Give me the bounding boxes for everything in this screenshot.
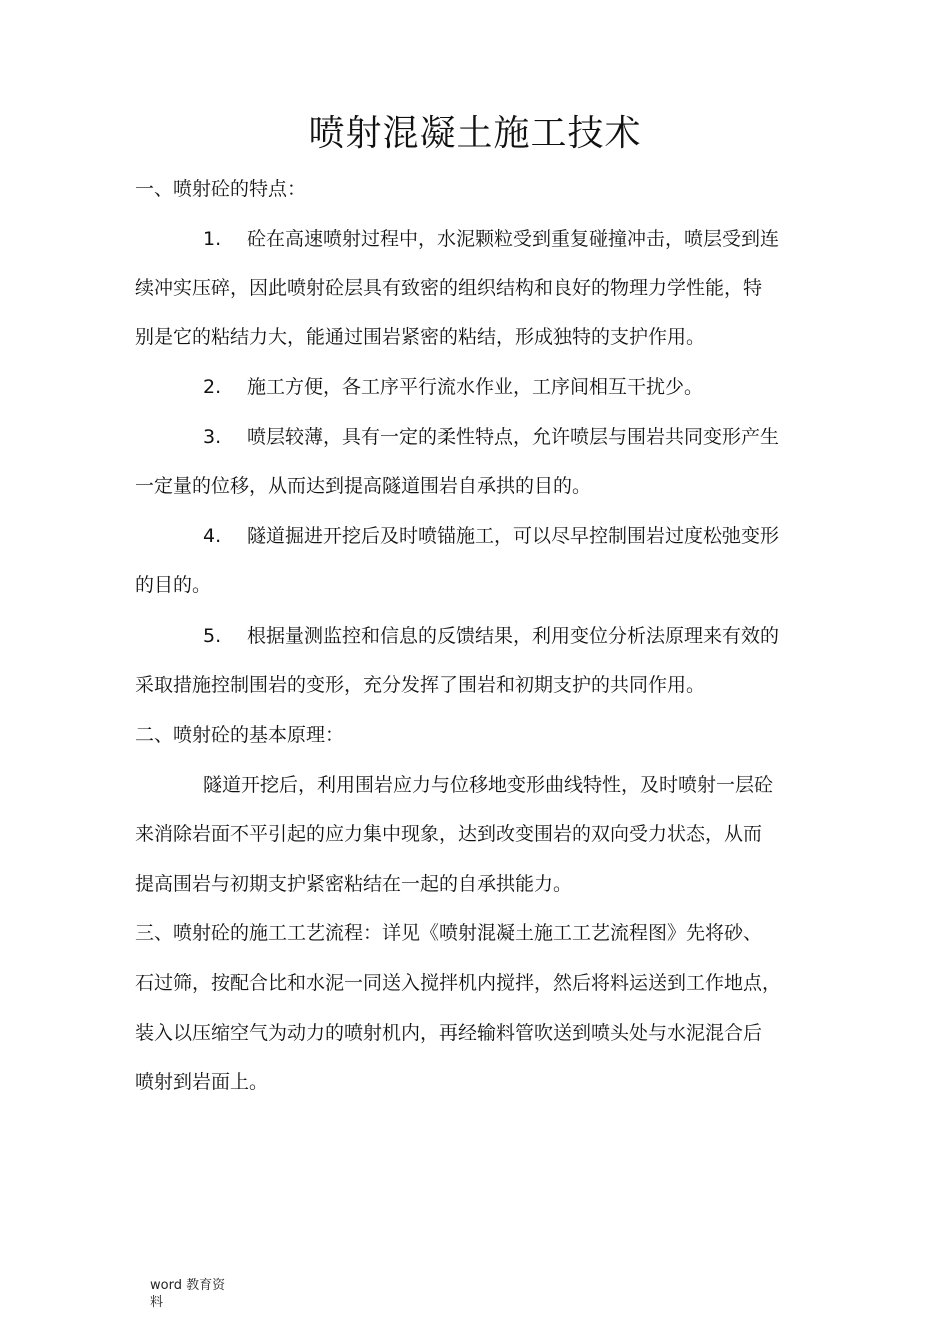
section-1-heading: 一、喷射砼的特点： — [135, 178, 307, 200]
page-footer — [150, 1277, 230, 1311]
item-5-number: 5. — [203, 625, 222, 647]
item-5-text-1: 根据量测监控和信息的反馈结果，利用变位分析法原理来有效的 — [247, 625, 780, 647]
item-5-line-1 — [203, 624, 779, 648]
item-1-number: 1. — [203, 228, 222, 250]
section-2-heading: 二、喷射砼的基本原理： — [135, 724, 345, 746]
item-5-line-2: 采取措施控制围岩的变形，充分发挥了围岩和初期支护的共同作用。 — [135, 674, 706, 696]
item-4-line-2: 的目的。 — [135, 574, 212, 596]
item-1-text-1: 砼在高速喷射过程中，水泥颗粒受到重复碰撞冲击，喷层受到连 — [247, 228, 780, 250]
section-3-line-4: 喷射到岩面上。 — [135, 1071, 269, 1093]
footer-line-2: 料 — [150, 1295, 164, 1310]
document-title: 喷射混凝土施工技术 — [308, 113, 642, 154]
section-3-line-3: 装入以压缩空气为动力的喷射机内，再经输料管吹送到喷头处与水泥混合后 — [135, 1022, 763, 1044]
item-3-text-1: 喷层较薄，具有一定的柔性特点，允许喷层与围岩共同变形产生 — [247, 426, 780, 448]
item-3-line-2: 一定量的位移，从而达到提高隧道围岩自承拱的目的。 — [135, 475, 592, 497]
item-2-line-1 — [203, 375, 703, 399]
item-4-number: 4. — [203, 525, 222, 547]
section-3-line-2: 石过筛，按配合比和水泥一同送入搅拌机内搅拌，然后将料运送到工作地点， — [135, 972, 782, 994]
section-2-line-1: 隧道开挖后，利用围岩应力与位移地变形曲线特性，及时喷射一层砼 — [203, 774, 774, 796]
item-4-line-1 — [203, 524, 779, 548]
item-4-text-1: 隧道掘进开挖后及时喷锚施工，可以尽早控制围岩过度松弛变形 — [247, 525, 780, 547]
item-3-line-1 — [203, 425, 779, 449]
item-2-number: 2. — [203, 376, 222, 398]
section-2-line-3: 提高围岩与初期支护紧密粘结在一起的自承拱能力。 — [135, 873, 573, 895]
section-2-line-2: 来消除岩面不平引起的应力集中现象，达到改变围岩的双向受力状态，从而 — [135, 823, 763, 845]
footer-line-1: word 教育资 — [150, 1278, 226, 1293]
section-3-line-1: 三、喷射砼的施工工艺流程：详见《喷射混凝土施工工艺流程图》先将砂、 — [135, 922, 763, 944]
item-1-line-3: 别是它的粘结力大，能通过围岩紧密的粘结，形成独特的支护作用。 — [135, 326, 706, 348]
item-1-line-1 — [203, 227, 779, 251]
item-3-number: 3. — [203, 426, 222, 448]
item-2-text-1: 施工方便，各工序平行流水作业，工序间相互干扰少。 — [247, 376, 704, 398]
item-1-line-2: 续冲实压碎，因此喷射砼层具有致密的组织结构和良好的物理力学性能，特 — [135, 277, 763, 299]
